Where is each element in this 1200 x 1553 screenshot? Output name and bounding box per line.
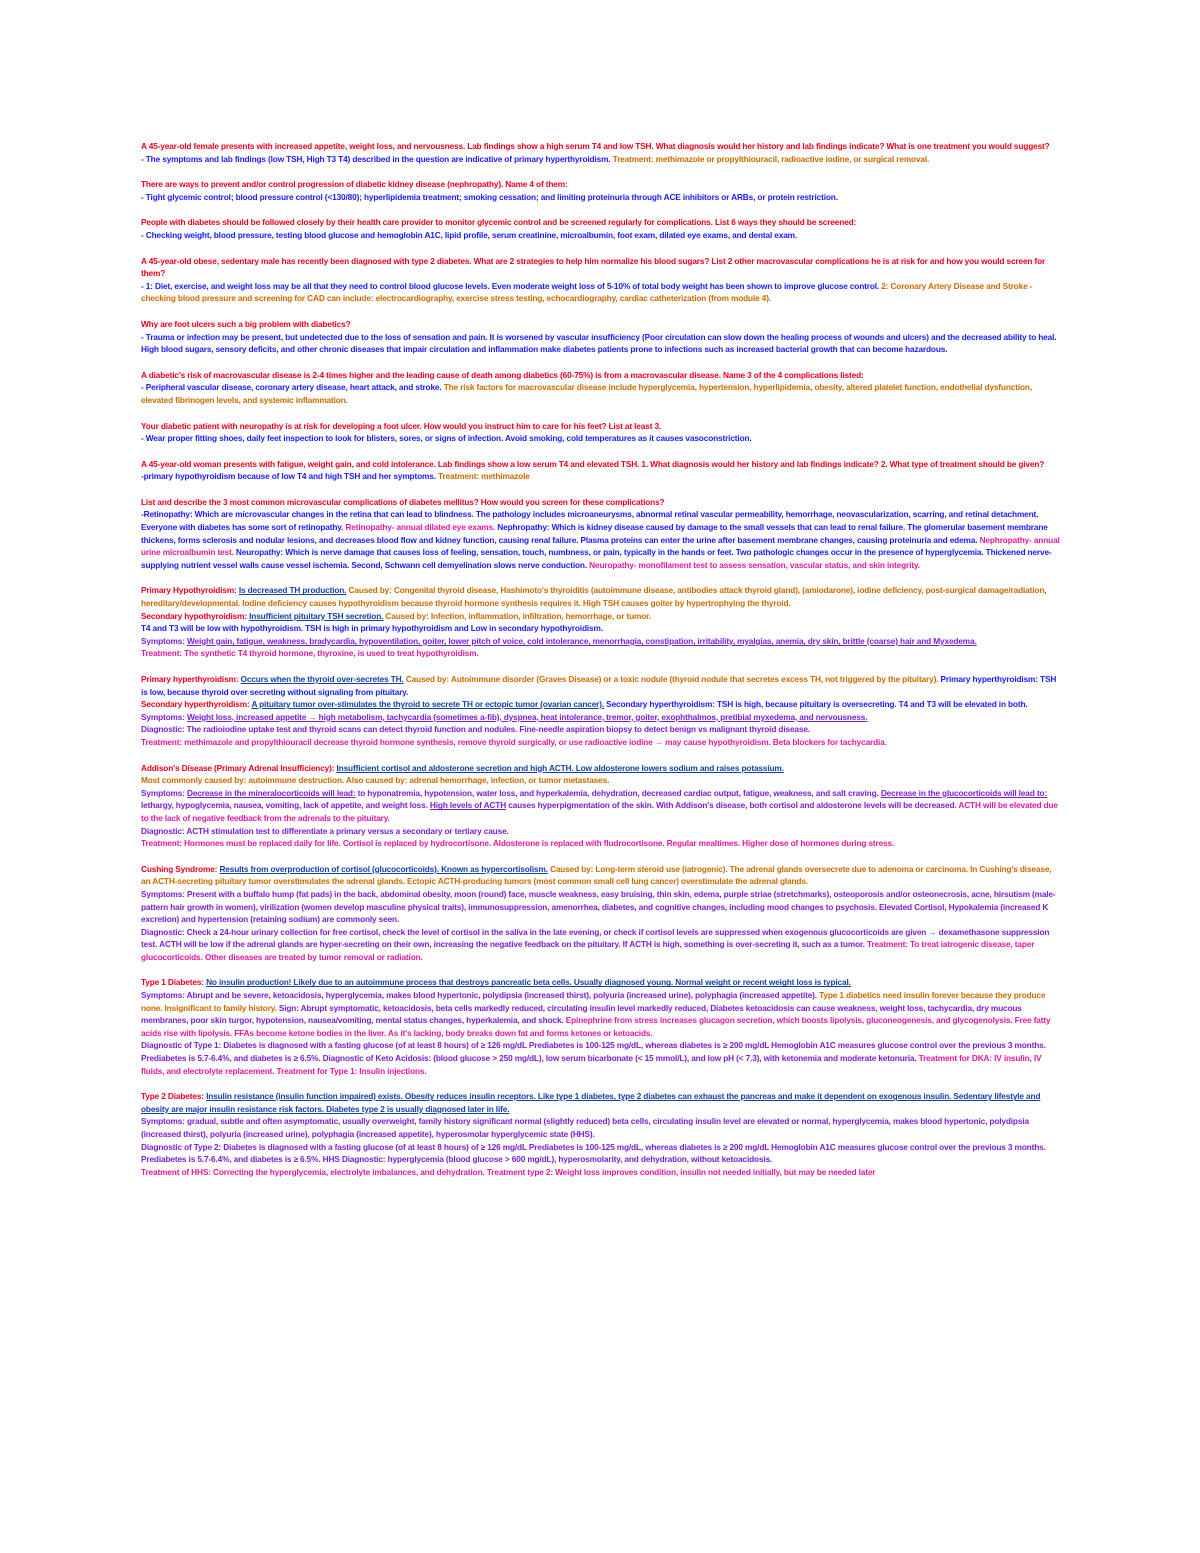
text-run: Diagnostic of Type 2: Diabetes is diagnosed with a fasting glucose (of at least 8 hours) of ≥ 126 mg/dL Prediabetes is 100-125 mg/dL, whereas diabetes is ≥ 200 mg/dL Hemoglobin A1C measures glucose control over the previous 3 months. Prediabetes is 5.7-6.4%, and diabetes is ≥ 6.5%. HHS Diagnostic: hyperglycemia (blood glucose > 600 mg/dL), hyperosmolarity, and dehydration, without ketoacidosis. [141,1141,1046,1165]
answer-text [141,470,1061,483]
text-run: Treatment: Hormones must be replaced daily for life. Cortisol is replaced by hydrocortisone. Aldosterone is replaced with fludrocortisone. Regular mealtimes. Higher dose of hormones during stress. [141,838,895,849]
answer-text [141,280,1061,305]
question-block [141,458,1061,483]
question-block [141,216,1061,241]
topic-block [141,863,1061,964]
topic-line [141,647,1061,660]
text-run: to hyponatremia, hypotension, water loss, and hyperkalemia, dehydration, decreased cardiac output, fatigue, weakness, and salt craving. [355,787,881,798]
topic-line [141,787,1061,825]
text-run: -primary hypothyroidism because of low T4 and high TSH and her symptoms. [141,471,439,482]
text-run: Type 1 Diabetes: [141,977,207,988]
text-run: Primary hyperthyroidism: [141,674,241,684]
text-run: - The symptoms and lab findings (low TSH, High T3 T4) described in the question are indicative of primary hyperthyroidism. [141,153,613,164]
answer-text [141,153,1061,166]
text-run: The risk factors for macrovascular disease include hyperglycemia, hypertension, hyperlipidemia, obesity, altered platelet function, endothelial dysfunction, elevated fibrinogen levels, and systemic inflammation. [141,382,1032,405]
text-run: No insulin production! Likely due to an autoimmune process that destroys pancreatic beta cells. Usually diagnosed young. Normal weight or recent weight loss is typical. [206,977,851,988]
text-run: Treatment: methimazole and propylthiouracil decrease thyroid hormone synthesis, remove thyroid surgically, or use radioactive iodine → may cause hypothyroidism. Beta blockers for tachycardia. [141,736,887,747]
text-run: Type 1 diabetics need insulin forever because they produce none. Insignificant to family history. [141,990,1046,1013]
topic-block [141,1090,1061,1178]
topic-line [141,774,1061,787]
topic-line [141,584,1061,609]
text-run: Diagnostic of Type 1: Diabetes is diagnosed with a fasting glucose (of at least 8 hours) of ≥ 126 mg/dL Prediabetes is 100-125 mg/dL, whereas diabetes is ≥ 200 mg/dL Hemoglobin A1C measures glucose control over the previous 3 months. Prediabetes is 5.7-6.4%, and diabetes is ≥ 6.5%. Diagnostic of Keto Acidosis: (blood glucose > 250 mg/dL), low serum bicarbonate (< 15 mmol/L), and low pH (< 7.3), with ketonemia and moderate ketonuria. [141,1040,1046,1064]
topic-block [141,584,1061,660]
text-run: A pituitary tumor over-stimulates the thyroid to secrete TH or ectopic tumor (ovarian cancer). [251,699,605,710]
topic-line [141,976,1061,989]
text-run: Most commonly caused by: autoimmune destruction. Also caused by: adrenal hemorrhage, infection, or tumor metastases. [141,775,610,786]
topic-line [141,989,1061,1039]
text-run: Treatment of HHS: Correcting the hyperglycemia, electrolyte imbalances, and dehydration. Treatment type 2: Weight loss improves condition, insulin not needed initially, but may be needed later [141,1166,876,1177]
topic-line [141,1141,1061,1166]
text-run: Insufficient cortisol and aldosterone secretion and high ACTH. Low aldosterone lowers sodium and raises potassium. [336,762,784,773]
text-run: Results from overproduction of cortisol (glucocorticoids). Known as hypercortisolism. [219,863,548,874]
topic-block [141,762,1061,850]
topic-line [141,825,1061,838]
text-run: Diagnostic: ACTH stimulation test to differentiate a primary versus a secondary or tertiary cause. [141,825,509,836]
text-run: Diagnostic: Check a 24-hour urinary collection for free cortisol, check the level of cortisol in the saliva in the late evening, or check if cortisol levels are suppressed when exogenous glucocorticoids are given → dexamethasone suppression test. ACTH will be low if the adrenal glands are hyper-secreting on their own, increasing the negative feedback on the pituitary. If ACTH is high, something is over-secreting it, such as a tumor. [141,926,1050,950]
text-run: lethargy, hypoglycemia, nausea, vomiting, lack of appetite, and weight loss. [141,800,430,811]
text-run: Caused by: Infection, inflammation, infiltration, hemorrhage, or tumor. [383,610,651,621]
answer-text [141,432,1061,445]
text-run: Symptoms: gradual, subtle and often asymptomatic, usually overweight, family history significant normal (slightly reduced) beta cells, circulating insulin level are elevated or normal, hyperglycemia, makes blood hypertonic, polydipsia (increased thirst), polyuria (increased urine), polyphagia (increased appetite), hyperosmolar hyperglycemic state (HHS). [141,1116,1029,1139]
question-text: A diabetic's risk of macrovascular disease is 2-4 times higher and the leading cause of death among diabetics (60-75%) is from a macrovascular disease. Name 3 of the 4 complications listed: [141,369,864,380]
topic-line [141,635,1061,648]
text-run: - Tight glycemic control; blood pressure control (<130/80); hyperlipidemia treatment; smoking cessation; and limiting proteinuria through ACE inhibitors or ARBs, or protein restriction. [141,191,838,202]
topic-line [141,622,1061,635]
text-run: Symptoms: [141,635,187,646]
text-run: Decrease in the mineralocorticoids will lead: [186,787,356,798]
text-run: T4 and T3 will be low with hypothyroidism. TSH is high in primary hypothyroidism and Low in secondary hypothyroidism. [141,623,603,634]
question-block [141,369,1061,407]
question-text: Your diabetic patient with neuropathy is at risk for developing a foot ulcer. How would you instruct him to care for his feet? List at least 3. [141,420,662,431]
answer-text [141,331,1061,356]
topic-line [141,762,1061,775]
text-run: Insulin resistance (insulin function impaired) exists. Obesity reduces insulin receptors. Like type 1 diabetes, type 2 diabetes can exhaust the pancreas and make it dependent on exogenous insulin. Sedentary lifestyle and obesity are major insulin resistance risk factors. Diabetes type 2 is usually diagnosed later in life. [141,1091,1041,1114]
question-block [141,140,1061,165]
answer-text [141,381,1061,406]
text-run: Nephropathy- annual urine microalbumin test. [141,534,1060,558]
text-run: Diagnostic: The radioiodine uptake test and thyroid scans can detect thyroid function and nodules. Fine-needle aspiration biopsy to detect benign vs malignant thyroid disease. [141,724,810,735]
text-run: Nephropathy: Which is kidney disease caused by damage to the small vessels that can lead to renal failure. The glomerular basement membrane thickens, forms sclerosis and nodular lesions, and decreases blood flow and kidney function, causing renal failure. Plasma proteins can enter the urine after basement membrane changes, causing proteinuria and edema. [141,522,1048,545]
question-text: There are ways to prevent and/or control progression of diabetic kidney disease (nephropathy). Name 4 of them: [141,179,568,190]
document-page [141,140,1061,1191]
text-run: Retinopathy- annual dilated eye exams. [345,522,498,533]
topic-line [141,1115,1061,1140]
text-run: Secondary hyperthyroidism: [141,699,252,710]
question-text: List and describe the 3 most common microvascular complications of diabetes mellitus? How would you screen for these complications? [141,496,665,507]
text-run: Neuropathy: Which is nerve damage that causes loss of feeling, sensation, touch, numbness, or pain, typically in the hands or feet. Two pathologic changes occur in the presence of hyperglycemia. Thickened nerve-supplying nutrient vessel walls cause vessel ischemia. Second, Schwann cell demyelination slows nerve conduction. [141,547,1052,570]
text-run: Caused by: Long-term steroid use (iatrogenic). The adrenal glands oversecrete due to adenoma or carcinoma. In Cushing's disease, an ACTH-secreting pituitary tumor overstimulates the adrenal glands. Ectopic ACTH-producing tumors (most common small cell lung cancer) overstimulate the adrenal glands. [141,863,1052,887]
topic-line [141,863,1061,888]
topic-line [141,711,1061,724]
text-run: Type 2 Diabetes: [141,1091,207,1102]
question-block [141,178,1061,203]
topic-block [141,976,1061,1077]
topic-line [141,837,1061,850]
topic-line [141,888,1061,926]
text-run: Treatment: methimazole or propylthiouracil, radioactive iodine, or surgical removal. [612,153,930,164]
text-run: Treatment for DKA: IV insulin, IV fluids, and electrolyte replacement. Treatment for Type 1: Insulin injections. [141,1053,1042,1076]
text-run: Epinephrine from stress increases glucagon secretion, which boosts lipolysis, gluconeogenesis, and glycogenolysis. Free fatty acids rise with lipolysis. FFAs become ketone bodies in the liver. As it's lacking, body breaks down fat and forms ketones or ketoacids. [141,1015,1051,1038]
topic-line [141,1039,1061,1077]
text-run: Occurs when the thyroid over-secretes TH. [240,674,404,684]
text-run: Symptoms: Abrupt and be severe, ketoacidosis, hyperglycemia, makes blood hypertonic, polydipsia (increased thirst), polyuria (increased urine), polyphagia (increased appetite). [141,990,820,1001]
topic-block [141,673,1061,749]
text-run: Neuropathy- monofilament test to assess sensation, vascular status, and skin integrity. [589,559,920,570]
question-block [141,318,1061,356]
topic-line [141,736,1061,749]
text-run: - Trauma or infection may be present, but undetected due to the loss of sensation and pain. It is worsened by vascular insufficiency (Poor circulation can slow down the healing process of wounds and ulcers) and the decreased ability to heal. High blood sugars, sensory deficits, and other chronic diseases that impair circulation and inflammation make diabetes patients prone to infections such as increased bacterial growth that can become hazardous. [141,331,1057,355]
text-run: Weight loss, increased appetite → high metabolism, tachycardia (sometimes a-fib), dyspnea, heat intolerance, tremor, goiter, exophthalmos, pretibial myxedema, and nervousness. [186,711,868,722]
answer-text [141,191,1061,204]
text-run: Primary Hypothyroidism: [141,585,239,596]
question-text: A 45-year-old female presents with increased appetite, weight loss, and nervousness. Lab findings show a high serum T4 and low TSH. What diagnosis would her history and lab findings indicate? What is one treatment you would suggest? [141,141,1050,151]
question-block [141,496,1061,572]
text-run: ACTH will be elevated due to the lack of negative feedback from the adrenals to the pituitary. [141,800,1058,823]
question-text: People with diabetes should be followed closely by their health care provider to monitor glycemic control and be screened regularly for complications. List 6 ways they should be screened: [141,217,857,228]
text-run: Sign: Abrupt symptomatic, ketoacidosis, beta cells markedly reduced, circulating insulin level markedly reduced, Diabetes ketoacidosis can cause weakness, weight loss, tachycardia, dry mucous membranes, poor skin turgor, hypotension, nausea/vomiting, mental status changes, hyperkalemia, and shock. [141,1002,1022,1026]
text-run: - Wear proper fitting shoes, daily feet inspection to look for blisters, sores, or signs of infection. Avoid smoking, cold temperatures as it causes vasoconstriction. [141,433,752,444]
text-run: Symptoms: [141,711,187,722]
text-run: Treatment: To treat iatrogenic disease, taper glucocorticoids. Other diseases are treated by tumor removal or radiation. [141,939,1035,962]
topic-line [141,698,1061,711]
question-block [141,420,1061,445]
topic-line [141,610,1061,623]
text-run: -Retinopathy: Which are microvascular changes in the retina that can lead to blindness. The pathology includes microaneurysms, abnormal retinal vascular permeability, hemorrhage, neovascularization, scarring, and retinal detachment. Everyone with diabetes has some sort of retinopathy. [141,509,1039,533]
text-run: Is decreased TH production. [238,585,347,596]
text-run: - Peripheral vascular disease, coronary artery disease, heart attack, and stroke. [141,382,444,393]
text-run: causes hyperpigmentation of the skin. With Addison's disease, both cortisol and aldosterone levels will be decreased. [506,800,959,811]
text-run: Secondary hypothyroidism: [141,610,250,621]
text-run: Secondary hyperthyroidism: TSH is high, because pituitary is oversecreting. T4 and T3 will be elevated in both. [604,699,1028,710]
text-run: Caused by: Autoimmune disorder (Graves Disease) or a toxic nodule (thyroid nodule that secretes excess TH, not triggered by the pituitary). [403,674,941,684]
text-run: - 1: Diet, exercise, and weight loss may be all that they need to control blood glucose levels. Even moderate weight loss of 5-10% of total body weight has been shown to improve glucose control. [141,280,882,291]
topic-line [141,1090,1061,1115]
text-run: Cushing Syndrome: [141,863,220,874]
text-run: Treatment: The synthetic T4 thyroid hormone, thyroxine, is used to treat hypothyroidism. [141,648,479,659]
topic-line [141,673,1061,698]
question-text: A 45-year-old woman presents with fatigue, weight gain, and cold intolerance. Lab findings show a low serum T4 and elevated TSH. 1. What diagnosis would her history and lab findings indicate? 2. What type of treatment should be given? [141,458,1045,469]
question-text: A 45-year-old obese, sedentary male has recently been diagnosed with type 2 diabetes. What are 2 strategies to help him normalize his blood sugars? List 2 other macrovascular complications he is at risk for and how you would screen for them? [141,255,1046,279]
text-run: Addison's Disease (Primary Adrenal Insufficiency): [141,762,337,773]
question-text: Why are foot ulcers such a big problem with diabetics? [141,318,351,329]
text-run: Primary hyperthyroidism: TSH is low, because thyroid over secreting without signaling from pituitary. [141,674,1057,697]
text-run: Symptoms: [141,787,187,798]
text-run: Caused by: Congenital thyroid disease, Hashimoto's thyroiditis (autoimmune disease, antibodies attack thyroid gland), (amiodarone), iodine deficiency, post-surgical damage/radiation, hereditary/developmental. Iodine deficiency causes hypothyroidism because thyroid hormone synthesis requires it. High TSH causes goiter by hypertrophying the thyroid. [141,585,1047,609]
answer-text [141,508,1061,571]
text-run: 2: Coronary Artery Disease and Stroke - checking blood pressure and screening for CAD can include: electrocardiography, exercise stress testing, echocardiography, cardiac catheterization (from module 4). [141,280,1033,304]
answer-text [141,229,1061,242]
topic-line [141,1166,1061,1179]
text-run: Treatment: methimazole [438,471,530,482]
topic-line [141,723,1061,736]
text-run: Decrease in the glucocorticoids will lead to: [880,787,1047,798]
text-run: Insufficient pituitary TSH secretion. [249,610,384,621]
text-run: Symptoms: Present with a buffalo hump (fat pads) in the back, abdominal obesity, moon (round) face, muscle weakness, easy bruising, thin skin, edema, purple striae (stretchmarks), osteoporosis and/or osteonecrosis, acne, hirsutism (male-pattern hair growth in women), virilization (women develop masculine physical traits), immunosuppression, amenorrhea, diabetes, and cognitive changes, including mood changes to psychosis. Elevated Cortisol, Hypokalemia (increased K excretion) and hypertension (retaining sodium) are commonly seen. [141,888,1056,925]
question-block [141,255,1061,305]
text-run: - Checking weight, blood pressure, testing blood glucose and hemoglobin A1C, lipid profile, serum creatinine, microalbumin, foot exam, dilated eye exams, and dental exam. [141,229,798,240]
topic-line [141,926,1061,964]
text-run: High levels of ACTH [429,800,507,811]
text-run: Weight gain, fatigue, weakness, bradycardia, hypoventilation, goiter, lower pitch of voice, cold intolerance, menorrhagia, constipation, irritability, myalgias, anemia, dry skin, brittle (coarse) hair and Myxedema. [186,635,977,646]
